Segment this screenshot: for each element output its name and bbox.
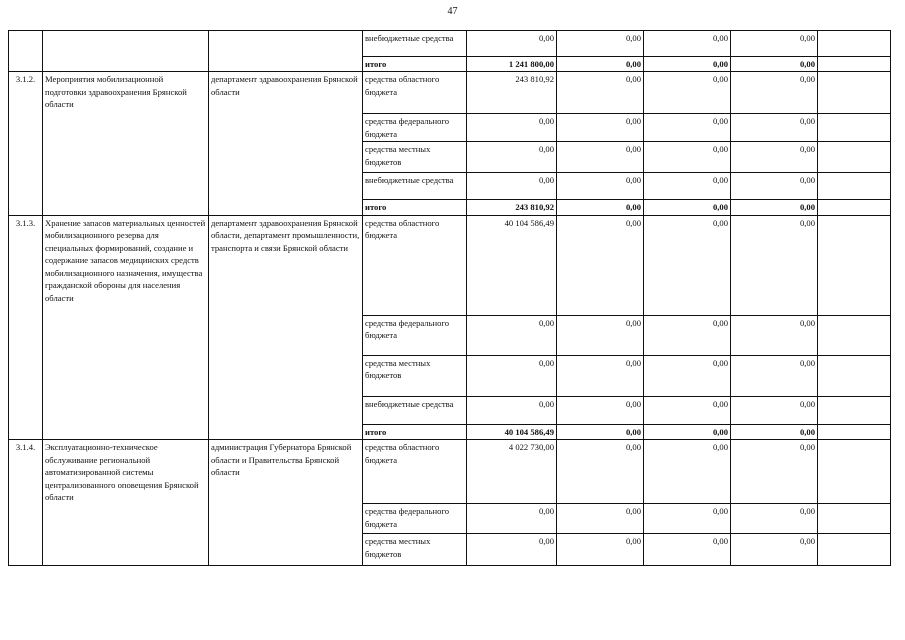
value-cell: 0,00 <box>557 57 644 72</box>
empty-cell <box>818 355 891 396</box>
executor-cell: департамент здравоохранения Брянской области <box>209 72 363 215</box>
value-cell: 0,00 <box>644 200 731 215</box>
source-cell: средства областного бюджета <box>363 215 467 315</box>
code-cell: 3.1.4. <box>9 440 43 566</box>
value-cell: 0,00 <box>467 315 557 355</box>
executor-cell: администрация Губернатора Брянской области и Правительства Брянской области <box>209 440 363 566</box>
value-cell: 0,00 <box>557 504 644 534</box>
empty-cell <box>818 200 891 215</box>
value-cell: 0,00 <box>731 114 818 142</box>
value-cell: 0,00 <box>731 31 818 57</box>
value-cell: 0,00 <box>644 396 731 424</box>
source-cell: средства федерального бюджета <box>363 504 467 534</box>
code-cell: 3.1.3. <box>9 215 43 439</box>
value-cell: 0,00 <box>557 355 644 396</box>
value-cell: 0,00 <box>557 215 644 315</box>
value-cell: 0,00 <box>644 440 731 504</box>
value-cell: 0,00 <box>731 315 818 355</box>
source-cell: внебюджетные средства <box>363 396 467 424</box>
value-cell: 0,00 <box>557 534 644 566</box>
executor-cell <box>209 31 363 72</box>
value-cell: 0,00 <box>731 57 818 72</box>
source-cell: средства областного бюджета <box>363 72 467 114</box>
source-cell: итого <box>363 424 467 439</box>
table-row <box>9 440 891 504</box>
name-cell: Эксплуатационно-техническое обслуживание региональной автоматизированной системы централизованного оповещения Брянской области <box>43 440 209 566</box>
empty-cell <box>818 31 891 57</box>
value-cell: 0,00 <box>731 440 818 504</box>
empty-cell <box>818 173 891 200</box>
table-row <box>9 72 891 114</box>
value-cell: 0,00 <box>731 504 818 534</box>
source-cell: средства областного бюджета <box>363 440 467 504</box>
value-cell: 0,00 <box>467 504 557 534</box>
value-cell: 0,00 <box>557 424 644 439</box>
source-cell: внебюджетные средства <box>363 31 467 57</box>
value-cell: 0,00 <box>644 57 731 72</box>
value-cell: 4 022 730,00 <box>467 440 557 504</box>
empty-cell <box>818 534 891 566</box>
value-cell: 0,00 <box>557 440 644 504</box>
value-cell: 0,00 <box>731 72 818 114</box>
value-cell: 0,00 <box>731 424 818 439</box>
value-cell: 243 810,92 <box>467 200 557 215</box>
value-cell: 0,00 <box>731 534 818 566</box>
name-cell <box>43 31 209 72</box>
empty-cell <box>818 142 891 173</box>
value-cell: 0,00 <box>644 355 731 396</box>
value-cell: 0,00 <box>557 315 644 355</box>
table-row <box>9 215 891 315</box>
empty-cell <box>818 315 891 355</box>
value-cell: 0,00 <box>467 396 557 424</box>
value-cell: 0,00 <box>557 173 644 200</box>
value-cell: 0,00 <box>731 396 818 424</box>
value-cell: 0,00 <box>557 114 644 142</box>
value-cell: 0,00 <box>644 72 731 114</box>
page-number: 47 <box>447 6 458 17</box>
value-cell: 0,00 <box>644 315 731 355</box>
value-cell: 0,00 <box>557 396 644 424</box>
empty-cell <box>818 114 891 142</box>
value-cell: 0,00 <box>644 215 731 315</box>
source-cell: итого <box>363 200 467 215</box>
empty-cell <box>818 396 891 424</box>
value-cell: 0,00 <box>557 72 644 114</box>
budget-table <box>8 30 891 566</box>
empty-cell <box>818 440 891 504</box>
value-cell: 0,00 <box>467 31 557 57</box>
value-cell: 0,00 <box>644 31 731 57</box>
empty-cell <box>818 504 891 534</box>
source-cell: внебюджетные средства <box>363 173 467 200</box>
value-cell: 0,00 <box>731 173 818 200</box>
value-cell: 0,00 <box>467 114 557 142</box>
value-cell: 0,00 <box>731 142 818 173</box>
empty-cell <box>818 215 891 315</box>
code-cell <box>9 31 43 72</box>
value-cell: 0,00 <box>644 424 731 439</box>
value-cell: 243 810,92 <box>467 72 557 114</box>
value-cell: 0,00 <box>731 200 818 215</box>
value-cell: 40 104 586,49 <box>467 424 557 439</box>
value-cell: 0,00 <box>467 142 557 173</box>
value-cell: 0,00 <box>731 355 818 396</box>
source-cell: средства федерального бюджета <box>363 114 467 142</box>
value-cell: 0,00 <box>644 504 731 534</box>
value-cell: 0,00 <box>644 173 731 200</box>
empty-cell <box>818 72 891 114</box>
empty-cell <box>818 424 891 439</box>
value-cell: 0,00 <box>644 534 731 566</box>
value-cell: 0,00 <box>467 355 557 396</box>
source-cell: средства местных бюджетов <box>363 355 467 396</box>
executor-cell: департамент здравоохранения Брянской области, департамент промышленности, транспорта и связи Брянской области <box>209 215 363 439</box>
table-row <box>9 31 891 57</box>
code-cell: 3.1.2. <box>9 72 43 215</box>
value-cell: 0,00 <box>467 534 557 566</box>
source-cell: средства федерального бюджета <box>363 315 467 355</box>
value-cell: 0,00 <box>557 142 644 173</box>
empty-cell <box>818 57 891 72</box>
value-cell: 0,00 <box>467 173 557 200</box>
name-cell: Мероприятия мобилизационной подготовки здравоохранения Брянской области <box>43 72 209 215</box>
value-cell: 0,00 <box>557 31 644 57</box>
value-cell: 0,00 <box>731 215 818 315</box>
value-cell: 40 104 586,49 <box>467 215 557 315</box>
value-cell: 1 241 800,00 <box>467 57 557 72</box>
source-cell: средства местных бюджетов <box>363 534 467 566</box>
source-cell: итого <box>363 57 467 72</box>
value-cell: 0,00 <box>557 200 644 215</box>
source-cell: средства местных бюджетов <box>363 142 467 173</box>
name-cell: Хранение запасов материальных ценностей мобилизационного резерва для специальных формирований, создание и содержание запасов медицинских средств мобилизационного назначения, имущества гражданской обороны для населения области <box>43 215 209 439</box>
value-cell: 0,00 <box>644 114 731 142</box>
value-cell: 0,00 <box>644 142 731 173</box>
